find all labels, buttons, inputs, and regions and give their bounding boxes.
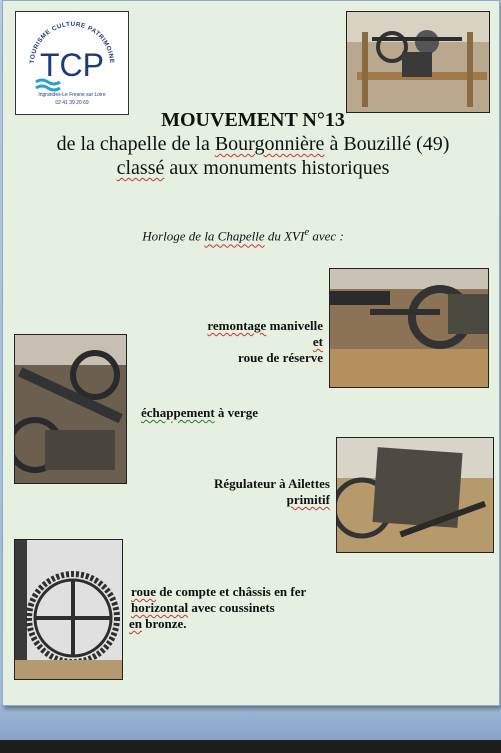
photo-count-wheel bbox=[14, 539, 123, 680]
title-block bbox=[23, 108, 483, 180]
logo-graphic bbox=[16, 12, 128, 114]
photo-winding-crank bbox=[329, 268, 489, 388]
title-line-location: de la chapelle de la Bourgonnière à Bouzillé (49) bbox=[56, 133, 450, 155]
caption-regulateur: Régulateur à Ailettes primitif bbox=[213, 476, 330, 507]
logo-phone: 02 41 39 20 69 bbox=[55, 100, 89, 106]
subtitle: Horloge de la Chapelle du XVIe avec : bbox=[142, 226, 344, 244]
caption-roue: roue de compte et châssis en fer horizontal avec coussinets en bronze. bbox=[129, 584, 307, 631]
photo-clock-mechanism-overview bbox=[346, 11, 490, 113]
photo-regulator bbox=[336, 437, 494, 553]
bottom-bar bbox=[0, 704, 501, 740]
svg-text:TCP: TCP bbox=[40, 47, 104, 83]
title-line-classification: classé aux monuments historiques bbox=[116, 157, 390, 179]
slide-page bbox=[2, 0, 500, 706]
svg-text:TOURISME CULTURE PATRIMOINE: TOURISME CULTURE PATRIMOINE bbox=[28, 20, 116, 64]
association-logo bbox=[15, 11, 129, 115]
caption-echappement: échappement à verge bbox=[141, 405, 258, 420]
photo-escapement bbox=[14, 334, 127, 484]
caption-remontage: remontage manivelle et roue de réserve bbox=[207, 318, 323, 365]
logo-place: Ingrandes-Le Fresne sur Loire bbox=[38, 92, 106, 98]
main-title: MOUVEMENT N°13 bbox=[161, 109, 345, 131]
